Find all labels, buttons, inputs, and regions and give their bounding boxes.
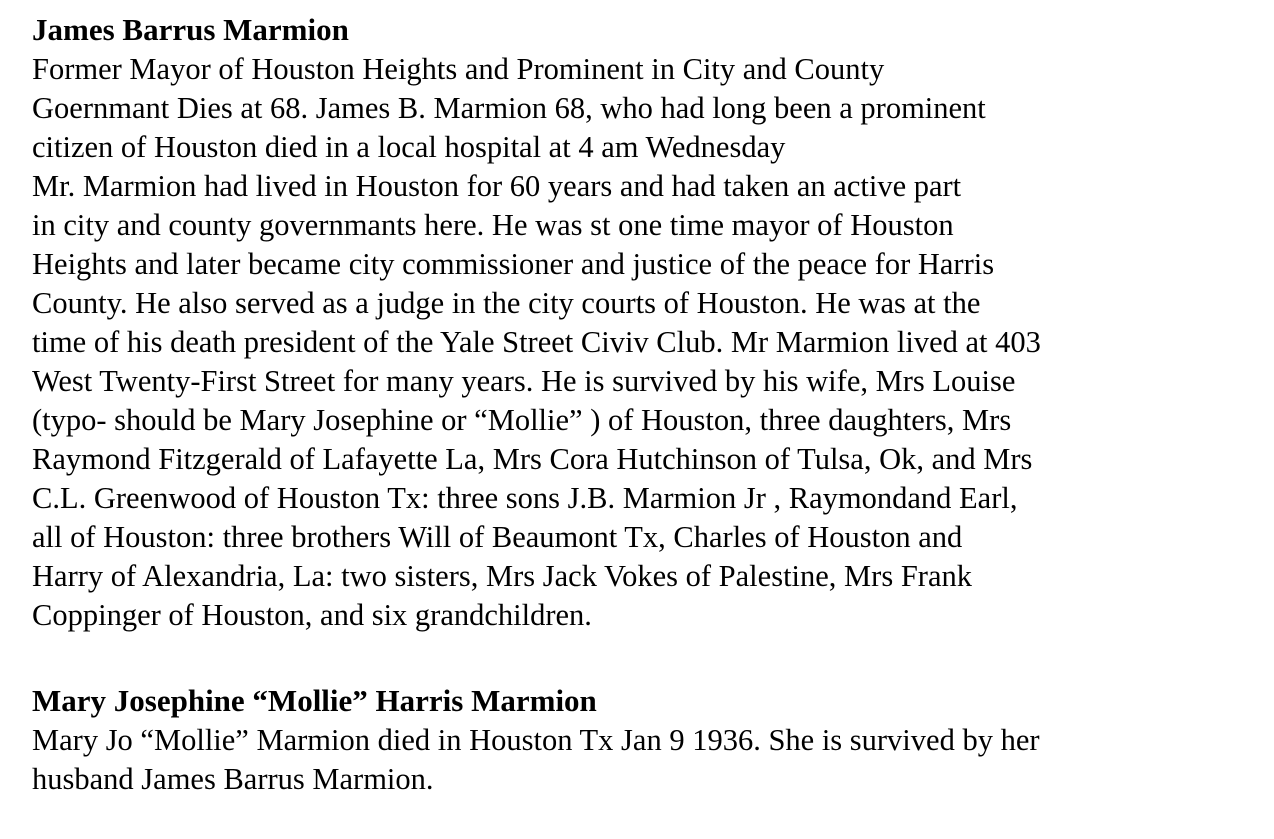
text-line: husband James Barrus Marmion. (32, 762, 434, 796)
obituary-james (32, 10, 1262, 635)
text-line: Raymond Fitzgerald of Lafayette La, Mrs Cora Hutchinson of Tulsa, Ok, and Mrs (32, 442, 1033, 476)
text-line: citizen of Houston died in a local hospital at 4 am Wednesday (32, 130, 786, 164)
text-line: Mr. Marmion had lived in Houston for 60 years and had taken an active part (32, 169, 962, 203)
obituary-mary (32, 681, 1262, 799)
text-line: all of Houston: three brothers Will of Beaumont Tx, Charles of Houston and (32, 520, 963, 554)
text-line: Coppinger of Houston, and six grandchildren. (32, 598, 592, 632)
section-divider (32, 635, 1262, 681)
text-line: C.L. Greenwood of Houston Tx: three sons J.B. Marmion Jr , Raymondand Earl, (32, 481, 1018, 515)
text-line: Former Mayor of Houston Heights and Prominent in City and County (32, 52, 885, 86)
document-page (32, 0, 1262, 799)
text-line: Mary Jo “Mollie” Marmion died in Houston Tx Jan 9 1936. She is survived by her (32, 723, 1040, 757)
text-line: Harry of Alexandria, La: two sisters, Mrs Jack Vokes of Palestine, Mrs Frank (32, 559, 972, 593)
text-line: Heights and later became city commissioner and justice of the peace for Harris (32, 247, 995, 281)
section-body (32, 721, 1262, 799)
text-line: (typo- should be Mary Josephine or “Mollie” ) of Houston, three daughters, Mrs (32, 403, 1012, 437)
text-line: in city and county governmants here. He was st one time mayor of Houston (32, 208, 954, 242)
text-line: time of his death president of the Yale Street Civiv Club. Mr Marmion lived at 403 (32, 325, 1041, 359)
section-body (32, 50, 1262, 635)
text-line: Goernmant Dies at 68. James B. Marmion 68, who had long been a prominent (32, 91, 986, 125)
section-title: James Barrus Marmion (32, 12, 349, 47)
text-line: County. He also served as a judge in the city courts of Houston. He was at the (32, 286, 981, 320)
text-line: West Twenty-First Street for many years. He is survived by his wife, Mrs Louise (32, 364, 1016, 398)
section-title: Mary Josephine “Mollie” Harris Marmion (32, 683, 597, 718)
